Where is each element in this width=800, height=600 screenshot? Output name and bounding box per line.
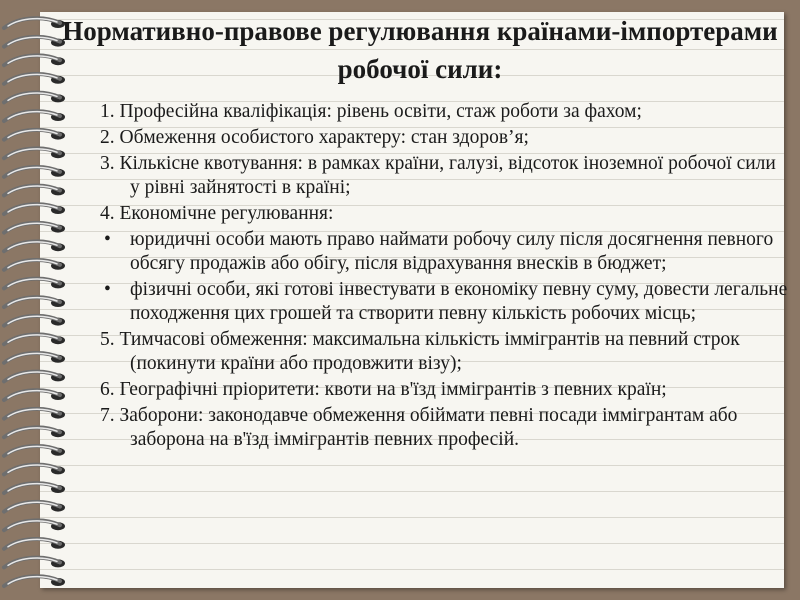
bullet-item-text: фізичні особи, які готові інвестувати в економіку певну суму, довести легальне походження цих грошей та створити певну кількість робочих місць; <box>130 279 788 324</box>
spiral-ring-icon <box>4 483 65 493</box>
spiral-ring-icon <box>4 37 65 47</box>
bullet-icon: • <box>104 279 111 300</box>
spiral-ring-icon <box>4 130 65 140</box>
regulation-list <box>100 100 790 454</box>
spiral-ring-icon <box>4 18 65 28</box>
spiral-ring-icon <box>4 279 65 289</box>
spiral-ring-icon <box>4 186 65 196</box>
list-item-2: 2. Обмеження особистого характеру: стан здоров’я; <box>100 127 529 148</box>
spiral-ring-icon <box>4 576 65 586</box>
spiral-ring-icon <box>4 409 65 419</box>
spiral-ring-icon <box>4 204 65 214</box>
slide-title: Нормативно-правове регулювання країнами-імпортерами робочої сили: <box>62 16 778 84</box>
spiral-ring-icon <box>4 223 65 233</box>
spiral-ring-icon <box>4 390 65 400</box>
list-bullet-item-2 <box>100 278 790 326</box>
list-item-4: 4. Економічне регулювання: <box>100 203 334 224</box>
list-item-1: 1. Професійна кваліфікація: рівень освіти, стаж роботи за фахом; <box>100 101 642 122</box>
spiral-ring-icon <box>4 93 65 103</box>
spiral-ring-icon <box>4 502 65 512</box>
spiral-ring-icon <box>4 148 65 158</box>
spiral-ring-icon <box>4 316 65 326</box>
spiral-ring-icon <box>4 334 65 344</box>
list-item-3: 3. Кількісне квотування: в рамках країни, галузі, відсоток іноземної робочої сили у рівні зайнятості в країні; <box>100 153 776 198</box>
spiral-ring-icon <box>4 74 65 84</box>
list-item-5: 5. Тимчасові обмеження: максимальна кількість іммігрантів на певний строк (покинути країни або продовжити візу); <box>100 329 740 374</box>
list-bullet-item-1 <box>100 228 790 276</box>
spiral-ring-icon <box>4 372 65 382</box>
list-item-7: 7. Заборони: законодавче обмеження обіймати певні посади іммігрантам або заборона на в'їзд іммігрантів певних професій. <box>100 405 738 450</box>
spiral-ring-icon <box>4 260 65 270</box>
spiral-ring-icon <box>4 539 65 549</box>
spiral-ring-icon <box>4 558 65 568</box>
spiral-ring-icon <box>4 241 65 251</box>
list-item-6: 6. Географічні пріоритети: квоти на в'їзд іммігрантів з певних країн; <box>100 379 667 400</box>
spiral-ring-icon <box>4 465 65 475</box>
bullet-icon: • <box>104 229 111 250</box>
spiral-ring-icon <box>4 520 65 530</box>
spiral-ring-icon <box>4 55 65 65</box>
spiral-ring-icon <box>4 446 65 456</box>
bullet-item-text: юридичні особи мають право наймати робочу силу після досягнення певного обсягу продажів або обігу, після відрахування внесків в бюджет; <box>130 229 774 274</box>
spiral-ring-icon <box>4 427 65 437</box>
spiral-ring-icon <box>4 297 65 307</box>
spiral-ring-icon <box>4 111 65 121</box>
spiral-binding-icon <box>0 10 70 590</box>
spiral-ring-icon <box>4 167 65 177</box>
spiral-ring-icon <box>4 353 65 363</box>
